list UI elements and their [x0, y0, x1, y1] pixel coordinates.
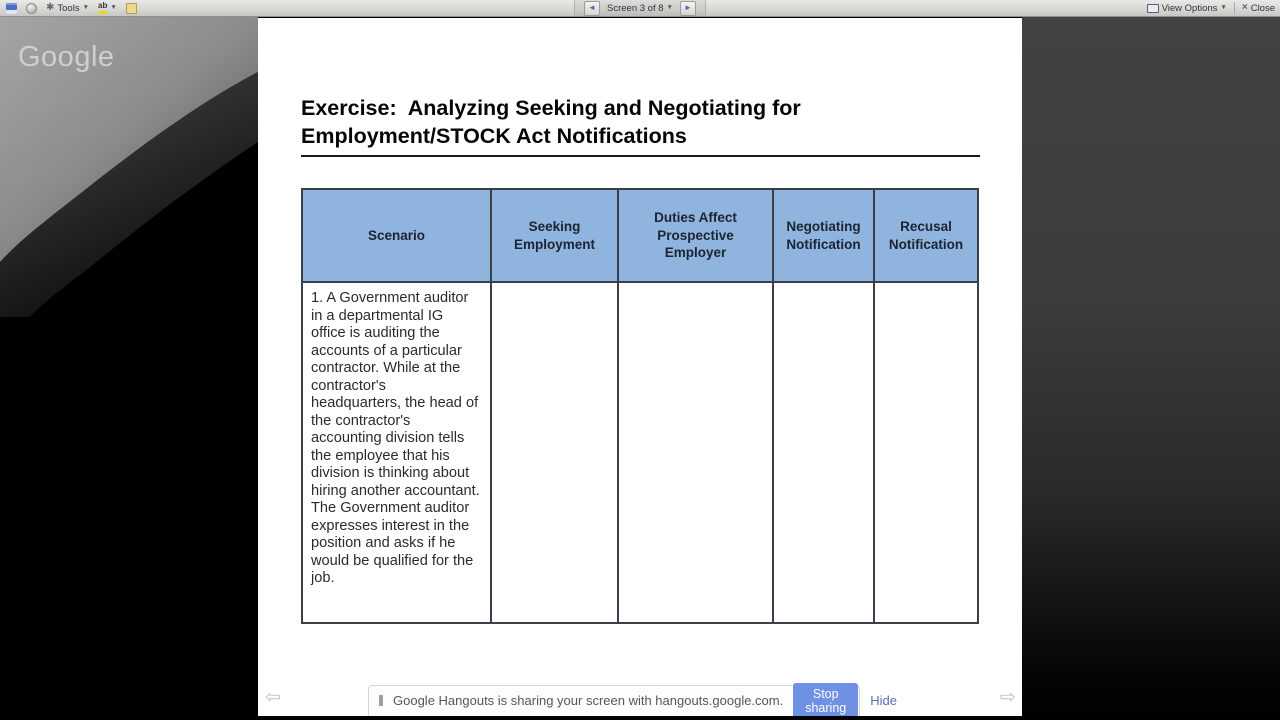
gear-icon: ✱ [46, 2, 55, 13]
save-button[interactable] [4, 3, 19, 14]
toolbar-left-group [4, 0, 139, 16]
save-icon [6, 3, 17, 14]
hide-button[interactable]: Hide [870, 693, 897, 708]
negotiating-notification-cell [773, 282, 874, 623]
monitor-icon [1147, 4, 1159, 13]
highlighter-icon: ab [98, 2, 107, 14]
google-logo-watermark: Google [18, 41, 115, 73]
notes-button[interactable] [124, 3, 139, 14]
screen-selector-menu[interactable] [605, 3, 675, 14]
chevron-down-icon: ▼ [1220, 3, 1227, 11]
seeking-employment-cell [491, 282, 618, 623]
video-backdrop-left [0, 17, 258, 317]
page-title-line-2: Employment/STOCK Act Notifications [301, 123, 687, 148]
pointer-icon [26, 3, 37, 14]
close-button[interactable] [1240, 3, 1277, 14]
toolbar-right-group [1145, 0, 1277, 16]
note-icon [126, 3, 137, 14]
shared-document-page [258, 18, 1022, 716]
view-options-menu[interactable] [1145, 3, 1229, 14]
header-cell-negotiating-notification: Negotiating Notification [773, 189, 874, 282]
next-slide-arrow[interactable]: ⇨ [1000, 687, 1016, 708]
header-cell-seeking-employment: Seeking Employment [491, 189, 618, 282]
table-header-row [302, 189, 978, 282]
close-button-label: Close [1250, 2, 1275, 14]
chevron-down-icon: ▼ [82, 3, 90, 11]
arrow-right-icon: ► [684, 3, 692, 12]
screen-share-icon [379, 695, 383, 706]
table-row [302, 282, 978, 623]
screen-indicator-label: Screen 3 of 8 [607, 2, 664, 14]
stop-sharing-button[interactable]: Stop sharing [793, 683, 858, 717]
exercise-table [301, 188, 979, 624]
header-cell-scenario: Scenario [302, 189, 491, 282]
video-backdrop-right [1022, 17, 1280, 717]
view-options-label: View Options [1161, 2, 1218, 14]
share-message: Google Hangouts is sharing your screen with hangouts.google.com. [393, 693, 784, 708]
scenario-cell: 1. A Government auditor in a departmental IG office is auditing the accounts of a particular contractor. While at the contractor's headquarters, the head of the contractor's accounting division tells the employee that his division is thinking about hiring another accountant. The Government auditor expresses interest in the position and asks if he would be qualified for the job. [302, 282, 491, 623]
chevron-down-icon: ▼ [666, 3, 673, 11]
highlighter-button[interactable] [96, 2, 119, 14]
player-toolbar [0, 0, 1280, 17]
page-title [301, 95, 980, 157]
tools-menu[interactable] [44, 3, 91, 14]
duties-affect-cell [618, 282, 773, 623]
page-title-line-1: Exercise: Analyzing Seeking and Negotiating for [301, 96, 801, 120]
previous-screen-button[interactable] [584, 1, 600, 16]
close-icon: × [1241, 2, 1248, 13]
arrow-left-icon: ◄ [588, 3, 596, 12]
next-screen-button[interactable] [680, 1, 696, 16]
header-cell-recusal-notification: Recusal Notification [874, 189, 978, 282]
tools-menu-label: Tools [57, 2, 80, 14]
pointer-button[interactable] [24, 3, 39, 14]
screen-navigation [574, 0, 706, 16]
screen-share-notification-bar [368, 685, 897, 716]
recusal-notification-cell [874, 282, 978, 623]
previous-slide-arrow[interactable]: ⇦ [265, 687, 281, 708]
header-cell-duties-affect: Duties Affect Prospective Employer [618, 189, 773, 282]
chevron-down-icon: ▼ [110, 3, 117, 11]
toolbar-divider [1234, 2, 1235, 14]
